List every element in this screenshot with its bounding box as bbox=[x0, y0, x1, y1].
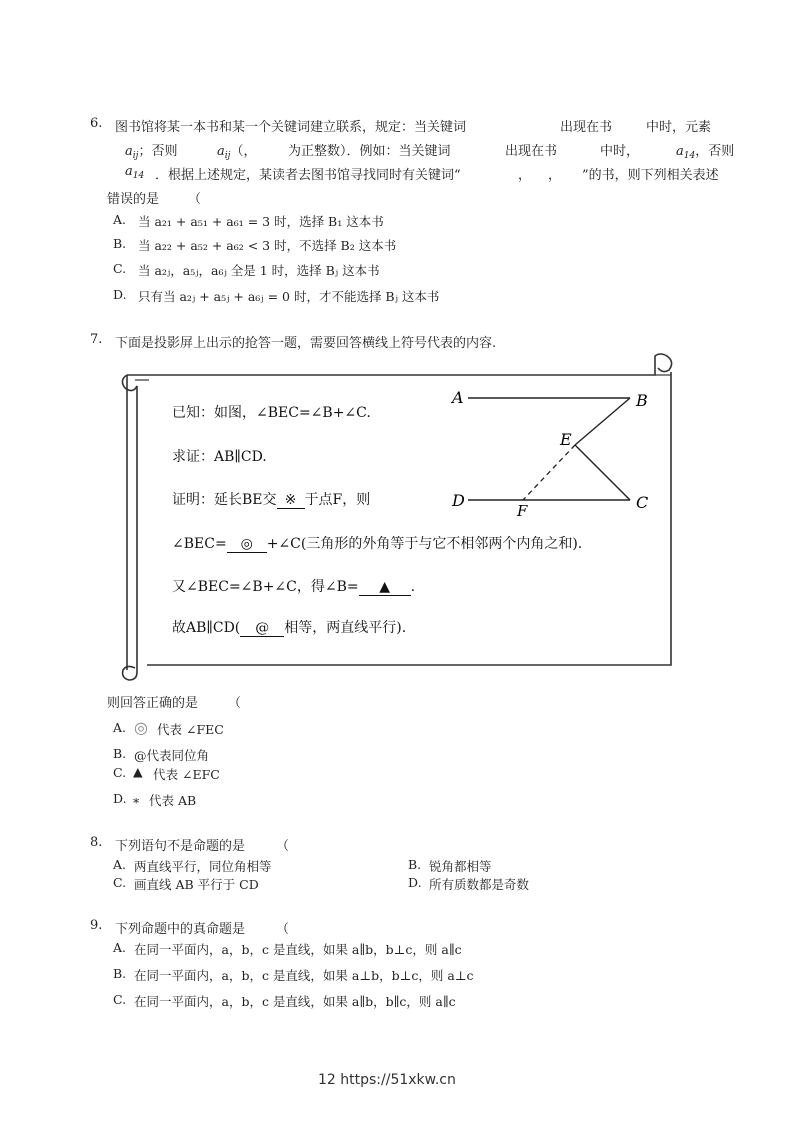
blank-circle: ◎ bbox=[227, 536, 267, 553]
asterisk-symbol-icon: ⁎ bbox=[133, 791, 140, 806]
answer-paren: （ bbox=[276, 839, 290, 854]
option-text: 在同一平面内，a，b，c 是直线，如果 a∥b，b∥c，则 a∥c bbox=[134, 994, 456, 1009]
option-label: B. bbox=[113, 236, 127, 251]
q6-stem-3b: ．根据上述规定，某读者去图书馆寻找同时有关键词“ bbox=[155, 168, 461, 183]
q8-stem: 下列语句不是命题的是 bbox=[115, 839, 246, 854]
given-line: 已知：如图，∠BEC=∠B+∠C. bbox=[172, 405, 371, 421]
option-label: A. bbox=[113, 940, 127, 955]
option-label: C. bbox=[113, 261, 127, 276]
option-text: 当 a₂ⱼ，a₅ⱼ，a₆ⱼ 全是 1 时，选择 Bⱼ 这本书 bbox=[138, 263, 380, 278]
option-label: C. bbox=[113, 992, 127, 1007]
proof-line-2: ∠BEC= ◎ +∠C(三角形的外角等于与它不相邻两个内角之和). bbox=[172, 536, 583, 552]
option-label: D. bbox=[408, 875, 422, 890]
label-F: F bbox=[517, 502, 528, 517]
question-number: 6. bbox=[90, 116, 103, 131]
question-number: 9. bbox=[90, 918, 103, 933]
q6-stem-3a: $a_{14}$ bbox=[125, 164, 145, 181]
option-label: B. bbox=[113, 746, 127, 761]
q6-stem-3d: ， bbox=[548, 168, 562, 183]
label-E: E bbox=[560, 430, 572, 449]
q6-stem-1c: 中时，元素 bbox=[646, 120, 712, 135]
q9-stem: 下列命题中的真命题是 bbox=[115, 922, 246, 937]
option-text: 代表 AB bbox=[149, 793, 197, 808]
option-label: A. bbox=[113, 720, 127, 735]
label-C: C bbox=[636, 493, 649, 512]
option-label: A. bbox=[113, 212, 127, 227]
prove-line: 求证：AB∥CD. bbox=[172, 449, 267, 465]
option-text: 锐角都相等 bbox=[429, 859, 492, 874]
q6-stem-2e: 为正整数）．例如：当关键词 bbox=[288, 144, 451, 159]
option-text: 在同一平面内，a，b，c 是直线，如果 a∥b，b⊥c，则 a∥c bbox=[134, 942, 462, 957]
option-text: 代表 ∠EFC bbox=[153, 767, 220, 782]
q6-stem-2f: 出现在书 bbox=[505, 144, 558, 159]
option-label: B. bbox=[408, 857, 422, 872]
option-label: B. bbox=[113, 966, 127, 981]
q6-stem-2h: $a_{14}$，否则 bbox=[676, 144, 735, 161]
q6-stem-2g: 中时， bbox=[600, 144, 640, 159]
option-label: C. bbox=[113, 765, 127, 780]
blank-asterisk: ※ bbox=[277, 492, 305, 509]
answer-paren: （ bbox=[228, 696, 242, 711]
proof-line-4: 故AB∥CD( @ 相等，两直线平行). bbox=[172, 620, 407, 636]
q6-stem-2c: $a_{ij}$（， bbox=[217, 144, 257, 161]
option-text: 代表 ∠FEC bbox=[157, 722, 224, 737]
option-label: A. bbox=[113, 857, 127, 872]
option-text: 画直线 AB 平行于 CD bbox=[134, 877, 259, 892]
blank-triangle: ▲ bbox=[359, 579, 411, 596]
proof-line-1: 证明：延长BE交 ※ 于点F，则 bbox=[172, 492, 371, 508]
option-text: 当 a₂₁ + a₅₁ + a₆₁ = 3 时，选择 B₁ 这本书 bbox=[138, 214, 384, 229]
label-D: D bbox=[452, 491, 465, 510]
question-number: 7. bbox=[90, 332, 103, 347]
q7-ask: 则回答正确的是 bbox=[107, 696, 199, 711]
option-label: D. bbox=[113, 791, 127, 806]
geometry-figure bbox=[440, 382, 660, 517]
q6-stem-1b: 出现在书 bbox=[560, 120, 613, 135]
option-text: 在同一平面内，a，b，c 是直线，如果 a⊥b，b⊥c，则 a⊥c bbox=[134, 968, 474, 983]
page-footer: 12 https://51xkw.cn bbox=[318, 1072, 456, 1088]
q6-stem-2: $a_{ij}$；否则 bbox=[125, 144, 178, 161]
q6-stem-3e: ”的书，则下列相关表述 bbox=[582, 168, 719, 183]
option-text: 只有当 a₂ⱼ + a₅ⱼ + a₆ⱼ = 0 时，才不能选择 Bⱼ 这本书 bbox=[138, 289, 440, 304]
answer-paren: （ bbox=[276, 922, 290, 937]
q6-stem-4: 错误的是 bbox=[107, 192, 160, 207]
question-number: 8. bbox=[90, 835, 103, 850]
answer-paren: （ bbox=[188, 192, 202, 207]
q7-stem: 下面是投影屏上出示的抢答一题，需要回答横线上符号代表的内容. bbox=[115, 336, 497, 351]
circle-symbol-icon: ◎ bbox=[134, 718, 148, 737]
label-A: A bbox=[452, 388, 464, 407]
blank-at: @ bbox=[240, 620, 284, 637]
triangle-symbol-icon: ▲ bbox=[133, 764, 143, 779]
option-text: 当 a₂₂ + a₅₂ + a₆₂ < 3 时，不选择 B₂ 这本书 bbox=[138, 238, 397, 253]
option-text: @代表同位角 bbox=[134, 748, 210, 763]
q6-stem-1a: 图书馆将某一本书和某一个关键词建立联系，规定：当关键词 bbox=[115, 120, 467, 135]
option-label: C. bbox=[113, 875, 127, 890]
proof-line-3: 又∠BEC=∠B+∠C，得∠B= ▲ . bbox=[172, 579, 416, 595]
option-label: D. bbox=[113, 287, 127, 302]
option-text: 两直线平行，同位角相等 bbox=[134, 859, 272, 874]
label-B: B bbox=[636, 391, 648, 410]
q6-stem-3c: ， bbox=[518, 168, 532, 183]
option-text: 所有质数都是奇数 bbox=[429, 877, 530, 892]
